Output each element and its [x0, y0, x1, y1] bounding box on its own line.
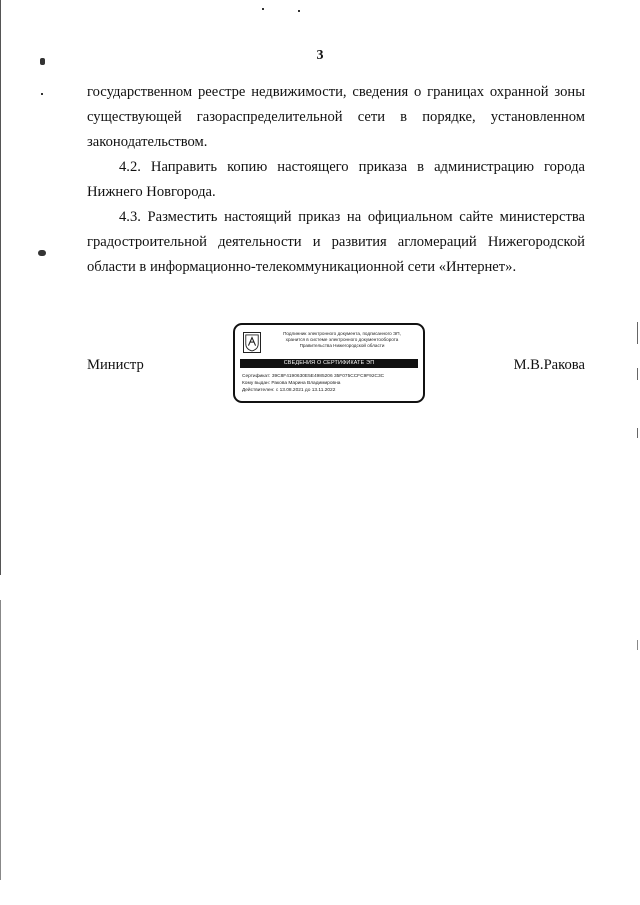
- scan-edge-line: [637, 322, 638, 344]
- paragraph-1-line-1: государственном реестре недвижимости, сведения о границах охранной зоны: [87, 84, 585, 100]
- paragraph-4-3: 4.3. Разместить настоящий приказ на официальном сайте министерства градостроительной деятельности и развития агломераций Нижегородской области в информационно-телекоммуникационной сети «Интернет».: [87, 209, 585, 275]
- stamp-header-line: хранится в системе электронного документооборота: [285, 337, 399, 342]
- scan-mark: [41, 93, 43, 95]
- scan-edge-line: [0, 600, 1, 880]
- scan-edge-line: [637, 428, 638, 438]
- stamp-header-line: Подлинник электронного документа, подписанного ЭП,: [283, 331, 401, 336]
- paragraph-1-line-2: существующей газораспределительной сети в порядке, установленном: [87, 109, 585, 125]
- stamp-header-line: Правительства Нижегородской области: [299, 343, 385, 348]
- certificate-owner: Кому выдан: Ракова Марина Владимировна: [242, 381, 341, 386]
- certificate-number: Сертификат: 39C8F4190630E5E4985206 35F075CCFC9F92C3C: [242, 374, 385, 379]
- document-body: [87, 80, 585, 280]
- electronic-signature-stamp: [233, 323, 425, 403]
- scan-edge-line: [637, 368, 638, 380]
- stamp-banner: СВЕДЕНИЯ О СЕРТИФИКАТЕ ЭП: [240, 359, 418, 368]
- paragraph-4-2: 4.2. Направить копию настоящего приказа в администрацию города Нижнего Новгорода.: [87, 159, 585, 200]
- scan-edge-line: [637, 640, 638, 650]
- signer-title: Министр: [87, 357, 144, 373]
- page-number: 3: [316, 48, 324, 63]
- signer-name: М.В.Ракова: [513, 357, 585, 373]
- scan-mark: [38, 250, 46, 256]
- scan-mark: [40, 58, 45, 65]
- paragraph-1-line-3: законодательством.: [87, 134, 208, 150]
- coat-of-arms-icon: [243, 332, 261, 353]
- certificate-validity: Действителен: с 13.08.2021 до 13.11.2022: [242, 388, 336, 393]
- stamp-header: [261, 331, 423, 349]
- scan-mark: [262, 8, 264, 10]
- scan-edge-line: [0, 0, 1, 575]
- stamp-details: [242, 373, 422, 394]
- scan-mark: [298, 10, 300, 12]
